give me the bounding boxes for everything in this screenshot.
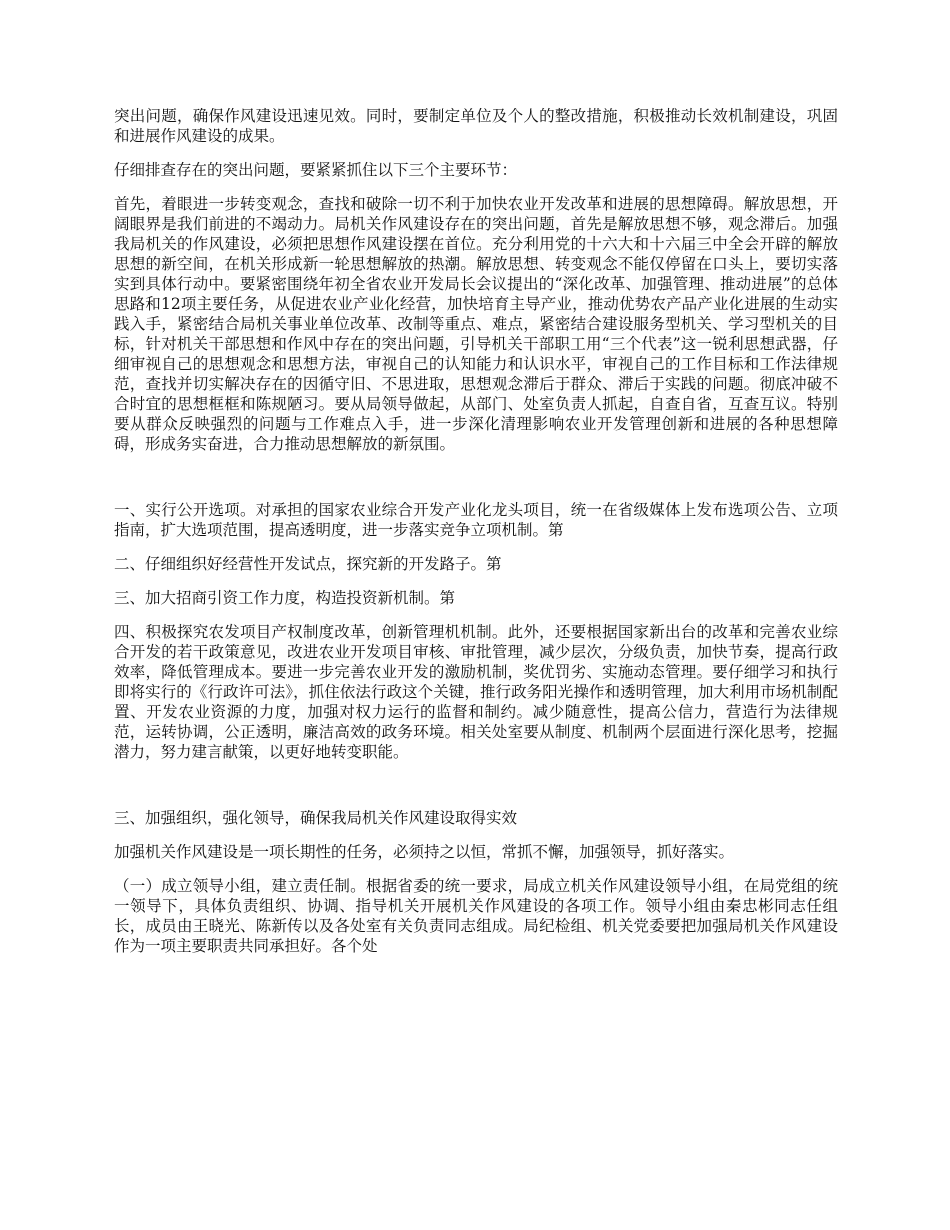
paragraph: 一、实行公开选项。对承担的国家农业综合开发产业化龙头项目，统一在省级媒体上发布选项公告、立项指南，扩大选项范围，提高透明度，进一步落实竞争立项机制。第 xyxy=(114,501,838,539)
paragraph: （一）成立领导小组，建立责任制。根据省委的统一要求，局成立机关作风建设领导小组，在局党组的统一领导下，具体负责组织、协调、指导机关开展机关作风建设的各项工作。领导小组由秦忠彬同志任组长，成员由王晓光、陈新传以及各处室有关负责同志组成。局纪检组、机关党委要把加强局机关作风建设作为一项主要职责共同承担好。各个处 xyxy=(114,877,838,955)
paragraph: 四、积极探究农发项目产权制度改革，创新管理机机制。此外，还要根据国家新出台的改革和完善农业综合开发的若干政策意见，改进农业开发项目审核、审批管理，减少层次，分级负责，加快节奏，提高行政效率，降低管理成本。要进一步完善农业开发的激励机制，奖优罚劣、实施动态管理。要仔细学习和执行即将实行的《行政许可法》，抓住依法行政这个关键，推行政务阳光操作和透明管理，加大利用市场机制配置、开发农业资源的力度，加强对权力运行的监督和制约。减少随意性，提高公信力，营造行为法律规范，运转协调，公正透明，廉洁高效的政务环境。相关处室要从制度、机制两个层面进行深化思考，挖掘潜力，努力建言献策，以更好地转变职能。 xyxy=(114,623,838,761)
section-heading: 三、加强组织，强化领导，确保我局机关作风建设取得实效 xyxy=(114,809,518,827)
paragraph: 三、加大招商引资工作力度，构造投资新机制。第 xyxy=(114,589,456,607)
paragraph: 突出问题，确保作风建设迅速见效。同时，要制定单位及个人的整改措施，积极推动长效机制建设，巩固和进展作风建设的成果。 xyxy=(114,107,838,145)
document-page xyxy=(114,106,838,970)
paragraph: 二、仔细组织好经营性开发试点，探究新的开发路子。第 xyxy=(114,555,502,573)
paragraph: 首先，着眼进一步转变观念，查找和破除一切不利于加快农业开发改革和进展的思想障碍。解放思想，开阔眼界是我们前进的不竭动力。局机关作风建设存在的突出问题，首先是解放思想不够，观念滞后。加强我局机关的作风建设，必须把思想作风建设摆在首位。充分利用党的十六大和十六届三中全会开辟的解放思想的新空间，在机关形成新一轮思想解放的热潮。解放思想、转变观念不能仅停留在口头上，要切实落实到具体行动中。要紧密围绕年初全省农业开发局长会议提出的“深化改革、加强管理、推动进展”的总体思路和12项主要任务，从促进农业产业化经营，加快培育主导产业，推动优势农产品产业化进展的生动实践入手，紧密结合局机关事业单位改革、改制等重点、难点，紧密结合建设服务型机关、学习型机关的目标，针对机关干部思想和作风中存在的突出问题，引导机关干部职工用“三个代表”这一锐利思想武器，仔细审视自己的思想观念和思想方法，审视自己的认知能力和认识水平，审视自己的工作目标和工作法律规范，查找并切实解决存在的因循守旧、不思进取，思想观念滞后于群众、滞后于实践的问题。彻底冲破不合时宜的思想框框和陈规陋习。要从局领导做起，从部门、处室负责人抓起，自查自省，互查互议。特别要从群众反映强烈的问题与工作难点入手，进一步深化清理影响农业开发管理创新和进展的各种思想障碍，形成务实奋进，合力推动思想解放的新氛围。 xyxy=(114,195,838,453)
paragraph: 仔细排查存在的突出问题，要紧紧抓住以下三个主要环节： xyxy=(114,161,518,179)
paragraph: 加强机关作风建设是一项长期性的任务，必须持之以恒，常抓不懈，加强领导，抓好落实。 xyxy=(114,843,735,861)
section-gap xyxy=(114,468,838,500)
section-gap xyxy=(114,776,838,808)
